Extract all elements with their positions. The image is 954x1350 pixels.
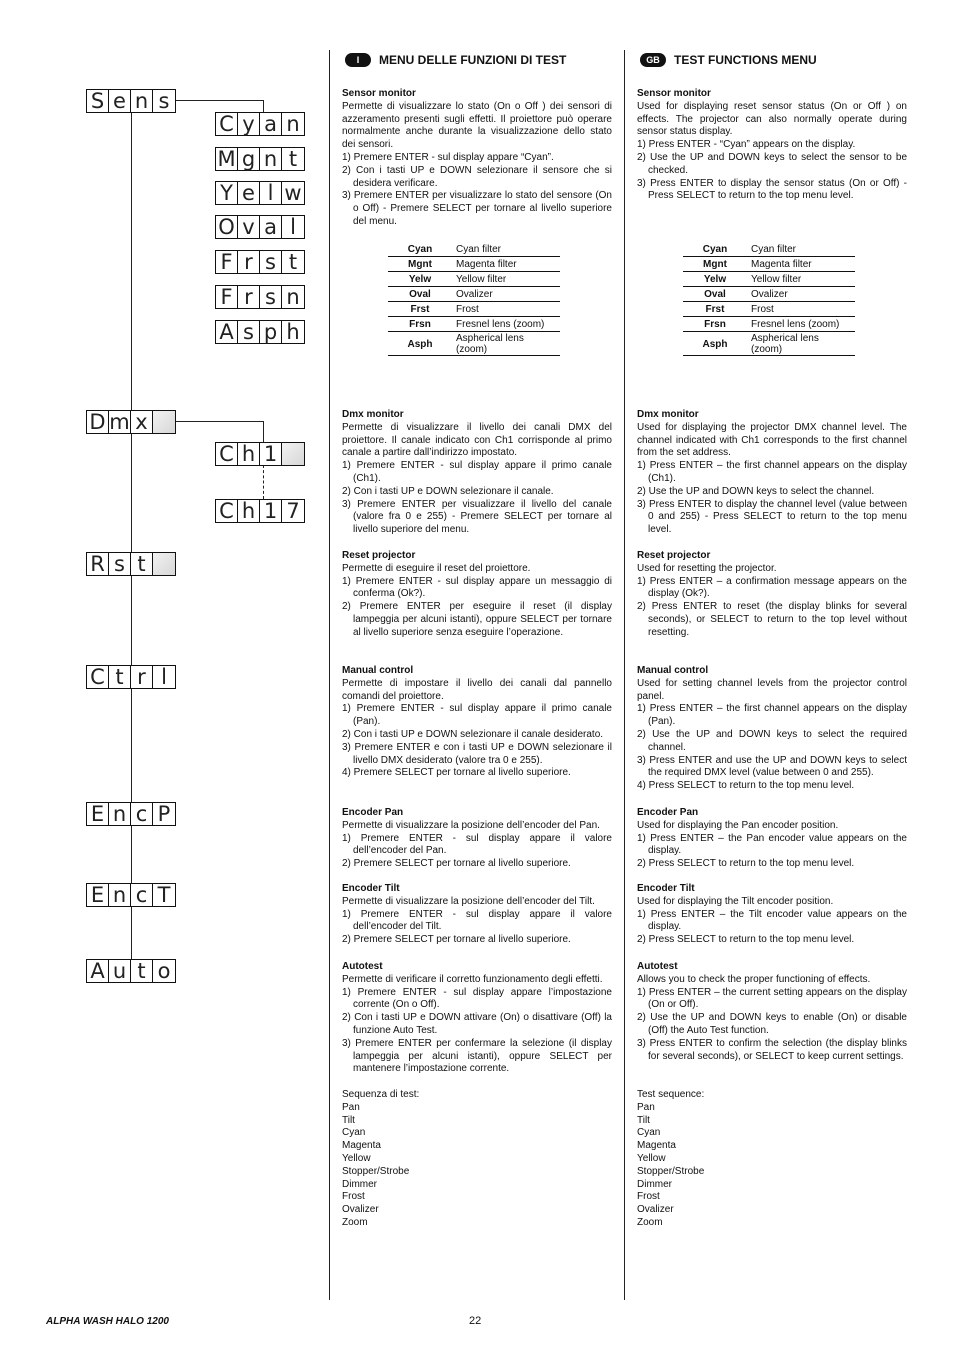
dmx-connector [176,421,263,422]
display-char: h [238,443,260,465]
list-item: Yellow [342,1152,371,1164]
it-enctilt-section [342,883,612,947]
gb-autotest-step-3: 3) Press ENTER to confirm the selection (the display blinks for several seconds), or SELECT to keep current settings. [637,1037,907,1062]
display-rst [86,552,176,576]
display-frsn [215,285,305,309]
it-language-badge: I [345,53,371,67]
display-char: v [238,216,260,238]
list-item: Tilt [637,1114,650,1126]
it-enctilt-text: Permette di visualizzare la posizione dell’encoder del Tilt. [342,895,595,907]
gb-dmx-step-2: 2) Use the UP and DOWN keys to select the channel. [637,485,875,497]
it-reset-step-2: 2) Premere ENTER per eseguire il reset (il display lampeggia per alcuni istanti), oppure SELECT per tornare al livello superiore senza eseguire l’operazione. [342,601,612,638]
gb-encpan-step-1: 1) Press ENTER – the Pan encoder value appears on the display. [637,832,907,857]
it-dmx-text: Permette di visualizzare il livello dei canali DMX del proiettore. Il canale indicato con Ch1 corrisponde al primo canale a partire dall’indirizzo impostato. [342,421,612,459]
display-char: c [131,884,153,906]
gb-enctilt-step-2: 2) Press SELECT to return to the top menu level. [637,934,855,946]
it-manual-step-1: 1) Premere ENTER - sul display appare il primo canale (Pan). [342,703,612,728]
it-autotest-heading: Autotest [342,961,383,972]
list-item: Frost [637,1191,660,1203]
gb-sensor-text: Used for displaying reset sensor status (On or Off ) on effects. The projector can also normally operate during sensor status display. [637,100,907,138]
list-item: Zoom [342,1216,368,1228]
display-char: 7 [286,499,300,523]
it-manual-step-2: 2) Con i tasti UP e DOWN selezionare il canale desiderato. [342,728,604,740]
it-encpan-text: Permette di visualizzare la posizione dell’encoder del Pan. [342,819,600,831]
gb-manual-step-2: 2) Use the UP and DOWN keys to select the required channel. [637,728,907,753]
list-item: Cyan [342,1127,366,1139]
display-frst [215,250,305,274]
list-item: Dimmer [637,1178,672,1190]
display-char: r [238,286,260,308]
list-item: Cyan [637,1127,661,1139]
display-char: w [284,181,302,205]
it-autotest-text: Permette di verificare il corretto funzionamento degli effetti. [342,973,603,985]
gb-reset-section [637,550,907,640]
it-manual-text: Permette di impostare il livello dei canali dal pannello comandi del proiettore. [342,677,612,702]
display-char: e [109,90,131,112]
display-char: a [260,216,282,238]
gb-encpan-text: Used for displaying the Pan encoder position. [637,819,839,831]
gb-test-sequence [637,1089,704,1230]
display-char: O [216,216,238,238]
page-number: 22 [469,1315,482,1327]
list-item: Stopper/Strobe [342,1165,410,1177]
display-ctrl [86,665,176,689]
display-asph [215,320,305,344]
display-char: y [238,113,260,135]
table-row: Mgnt Magenta filter [388,257,560,272]
it-manual-heading: Manual control [342,665,414,676]
it-section-title: MENU DELLE FUNZIONI DI TEST [379,53,567,67]
display-char: r [131,666,153,688]
table-row: Oval Ovalizer [388,287,560,302]
display-auto [86,959,176,983]
it-dmx-step-3: 3) Premere ENTER per visualizzare il livello del canale (valore fra 0 e 255) - Premere SELECT per tornare al livello superiore del menu. [342,498,612,536]
display-char: c [131,803,153,825]
display-char: P [157,802,171,826]
display-char: s [260,286,282,308]
display-char: n [109,884,131,906]
it-autotest-step-2: 2) Con i tasti UP e DOWN attivare (On) o disattivare (Off) la funzione Auto Test. [342,1012,612,1036]
display-char: n [260,148,282,170]
it-dmx-section [342,409,612,537]
it-dmx-step-1: 1) Premere ENTER - sul display appare il primo canale (Ch1). [342,460,612,484]
it-encpan-step-1: 1) Premere ENTER - sul display appare il valore dell’encoder del Pan. [342,832,612,857]
it-reset-text: Permette di eseguire il reset del proiettore. [342,562,531,574]
display-char: s [238,321,260,343]
gb-manual-step-3: 3) Press ENTER and use the UP and DOWN keys to select the required DMX level (value between 0 and 255). [637,754,907,779]
table-row: Yelw Yellow filter [388,272,560,287]
display-char: F [216,286,238,308]
display-char: n [286,112,300,136]
gb-dmx-step-1: 1) Press ENTER – the first channel appears on the display (Ch1). [637,460,907,484]
display-char: D [87,411,109,433]
display-dmx [86,410,176,434]
display-char: S [87,90,109,112]
display-char: r [238,251,260,273]
display-char [282,443,304,465]
it-reset-step-1: 1) Premere ENTER - sul display appare un messaggio di conferma (Ok?). [342,575,612,600]
table-row: Oval Ovalizer [683,287,855,302]
gb-dmx-step-3: 3) Press ENTER to display the channel level (value between 0 and 255) - Press SELECT to return to the top menu level. [637,498,907,536]
display-cyan [215,112,305,136]
display-mgnt [215,147,305,171]
gb-section-title: TEST FUNCTIONS MENU [674,53,817,67]
gb-autotest-step-2: 2) Use the UP and DOWN keys to enable (On) or disable (Off) the Auto Test function. [637,1012,907,1036]
display-char: s [158,89,170,113]
table-row: Frst Frost [388,302,560,317]
gb-dmx-heading: Dmx monitor [637,409,699,420]
display-char: C [216,500,238,522]
gb-manual-section [637,665,907,793]
display-char: A [216,321,238,343]
it-sensor-step-1: 1) Premere ENTER - sul display appare “Cyan”. [342,151,554,163]
it-sensor-step-3: 3) Premere ENTER per visualizzare lo stato del sensore (On o Off) - Premere SELECT per tornare al livello superiore del menu. [342,190,612,227]
display-char: A [87,960,109,982]
it-autotest-section [342,961,612,1076]
it-sensor-heading: Sensor monitor [342,88,416,99]
it-autotest-step-3: 3) Premere ENTER per confermare la selezione (il display lampeggia per alcuni istanti), oppure SELECT per mantenere l’impostazione corrente. [342,1037,612,1075]
it-encpan-section [342,807,612,871]
display-yelw [215,181,305,205]
sens-connector [176,100,263,101]
display-char: n [286,285,300,309]
display-char: a [260,113,282,135]
display-char: t [131,960,153,982]
gb-sequence-title: Test sequence: [637,1089,705,1100]
list-item: Ovalizer [637,1204,674,1216]
it-sensor-step-2: 2) Con i tasti UP e DOWN selezionare il sensore che si desidera verificare. [342,164,612,189]
table-row: Asph Aspherical lens (zoom) [388,332,560,356]
gb-autotest-step-1: 1) Press ENTER – the current setting appears on the display (On or Off). [637,986,907,1011]
display-char: t [288,147,298,171]
list-item: Zoom [637,1216,663,1228]
display-char [153,411,175,433]
it-sequence-title: Sequenza di test: [342,1089,420,1100]
it-reset-section [342,550,612,640]
gb-sensor-heading: Sensor monitor [637,88,711,99]
it-sensor-section [342,88,612,229]
list-item: Magenta [637,1140,676,1152]
display-enct [86,883,176,907]
table-row: Frst Frost [683,302,855,317]
dmx-dashed-line [263,465,264,499]
display-char: 1 [260,443,282,465]
gb-reset-step-2: 2) Press ENTER to reset (the display blinks for several seconds), or SELECT to return to the top level without resetting. [637,601,907,638]
gb-autotest-section [637,961,907,1063]
it-enctilt-step-2: 2) Premere SELECT per tornare al livello superiore. [342,934,571,946]
display-char: u [109,960,131,982]
it-test-sequence [342,1089,419,1230]
display-char: C [87,666,109,688]
it-manual-step-3: 3) Premere ENTER e con i tasti UP e DOWN selezionare il livello DMX desiderato (valore tra 0 e 255). [342,741,612,766]
dmx-sub-line [263,421,264,442]
display-char: E [87,884,109,906]
display-char: 1 [260,500,282,522]
list-item: Tilt [342,1114,355,1126]
display-char: t [109,666,131,688]
trunk-line [131,111,132,970]
display-sens [86,89,176,113]
display-char: M [216,148,238,170]
display-char: o [157,959,171,983]
gb-manual-step-4: 4) Press SELECT to return to the top menu level. [637,780,855,792]
gb-encpan-section [637,807,907,871]
list-item: Dimmer [342,1178,377,1190]
list-item: Pan [342,1101,360,1113]
display-oval [215,215,305,239]
gb-autotest-text: Allows you to check the proper functioning of effects. [637,973,871,985]
gb-reset-step-1: 1) Press ENTER – a confirmation message appears on the display (Ok?). [637,575,907,600]
display-char: l [290,215,296,239]
it-dmx-heading: Dmx monitor [342,409,404,420]
gb-autotest-heading: Autotest [637,961,678,972]
footer-product-title: ALPHA WASH HALO 1200 [46,1316,169,1327]
gb-sensor-step-3: 3) Press ENTER to display the sensor status (On or Off) - Press SELECT to return to the top menu level. [637,177,907,202]
display-encp [86,802,176,826]
gb-filter-table [683,242,855,356]
list-item: Frost [342,1191,365,1203]
gb-manual-step-1: 1) Press ENTER – the first channel appears on the display (Pan). [637,703,907,728]
display-char [153,553,175,575]
display-char: s [109,553,131,575]
gb-header [640,53,817,67]
table-row: Yelw Yellow filter [683,272,855,287]
display-char: g [238,148,260,170]
table-row: Cyan Cyan filter [388,242,560,257]
column-divider-left [329,50,330,1300]
display-char: n [131,90,153,112]
gb-sensor-section [637,88,907,203]
display-ch1 [215,442,305,466]
list-item: Magenta [342,1140,381,1152]
it-enctilt-step-1: 1) Premere ENTER - sul display appare il valore dell’encoder del Tilt. [342,908,612,933]
gb-reset-heading: Reset projector [637,550,711,561]
table-row: Mgnt Magenta filter [683,257,855,272]
list-item: Stopper/Strobe [637,1165,705,1177]
gb-sensor-step-2: 2) Use the UP and DOWN keys to select the sensor to be checked. [637,151,907,176]
display-char: t [288,250,298,274]
table-row: Asph Aspherical lens (zoom) [683,332,855,356]
gb-language-badge: GB [640,53,666,67]
display-char: n [109,803,131,825]
table-row: Frsn Fresnel lens (zoom) [683,317,855,332]
display-char: h [238,500,260,522]
it-reset-heading: Reset projector [342,550,416,561]
it-encpan-heading: Encoder Pan [342,807,404,818]
display-char: x [131,411,153,433]
gb-encpan-heading: Encoder Pan [637,807,699,818]
column-divider-right [624,50,625,1300]
display-char: t [131,553,153,575]
display-char: l [260,182,282,204]
list-item: Yellow [637,1152,666,1164]
gb-manual-heading: Manual control [637,665,709,676]
gb-enctilt-text: Used for displaying the Tilt encoder position. [637,895,834,907]
display-char: C [216,443,238,465]
it-header [345,53,566,67]
gb-reset-text: Used for resetting the projector. [637,562,777,574]
display-char: T [157,883,171,907]
gb-sensor-step-1: 1) Press ENTER - “Cyan” appears on the display. [637,139,856,151]
it-enctilt-heading: Encoder Tilt [342,883,400,894]
display-char: e [238,182,260,204]
display-char: Y [216,182,238,204]
display-char: F [216,251,238,273]
it-autotest-step-1: 1) Premere ENTER - sul display appare l’impostazione corrente (On o Off). [342,986,612,1011]
list-item: Ovalizer [342,1204,379,1216]
gb-dmx-text: Used for displaying the projector DMX channel level. The channel indicated with Ch1 corresponds to the first channel from the set address. [637,421,907,459]
display-ch17 [215,499,305,523]
display-char: C [216,113,238,135]
it-manual-section [342,665,612,780]
gb-encpan-step-2: 2) Press SELECT to return to the top menu level. [637,858,855,870]
gb-manual-text: Used for setting channel levels from the projector control panel. [637,677,907,702]
table-row: Cyan Cyan filter [683,242,855,257]
display-char: s [260,251,282,273]
display-char: R [87,553,109,575]
gb-enctilt-section [637,883,907,947]
table-row: Frsn Fresnel lens (zoom) [388,317,560,332]
list-item: Pan [637,1101,655,1113]
display-char: l [161,665,167,689]
it-encpan-step-2: 2) Premere SELECT per tornare al livello superiore. [342,858,571,870]
display-char: m [109,410,130,434]
it-dmx-step-2: 2) Con i tasti UP e DOWN selezionare il canale. [342,485,554,497]
it-filter-table [388,242,560,356]
display-char: p [260,321,282,343]
display-char: E [87,803,109,825]
it-sensor-text: Permette di visualizzare lo stato (On o Off ) dei sensori di azzeramento presenti sugli effetti. Il proiettore può operare normalmente anche durante la visualizzazione dello stato dei sensori. [342,100,612,151]
display-char: h [286,320,300,344]
gb-enctilt-step-1: 1) Press ENTER – the Tilt encoder value appears on the display. [637,908,907,933]
sens-sub-line [263,100,264,112]
gb-dmx-section [637,409,907,537]
it-manual-step-4: 4) Premere SELECT per tornare al livello superiore. [342,767,571,779]
gb-enctilt-heading: Encoder Tilt [637,883,695,894]
